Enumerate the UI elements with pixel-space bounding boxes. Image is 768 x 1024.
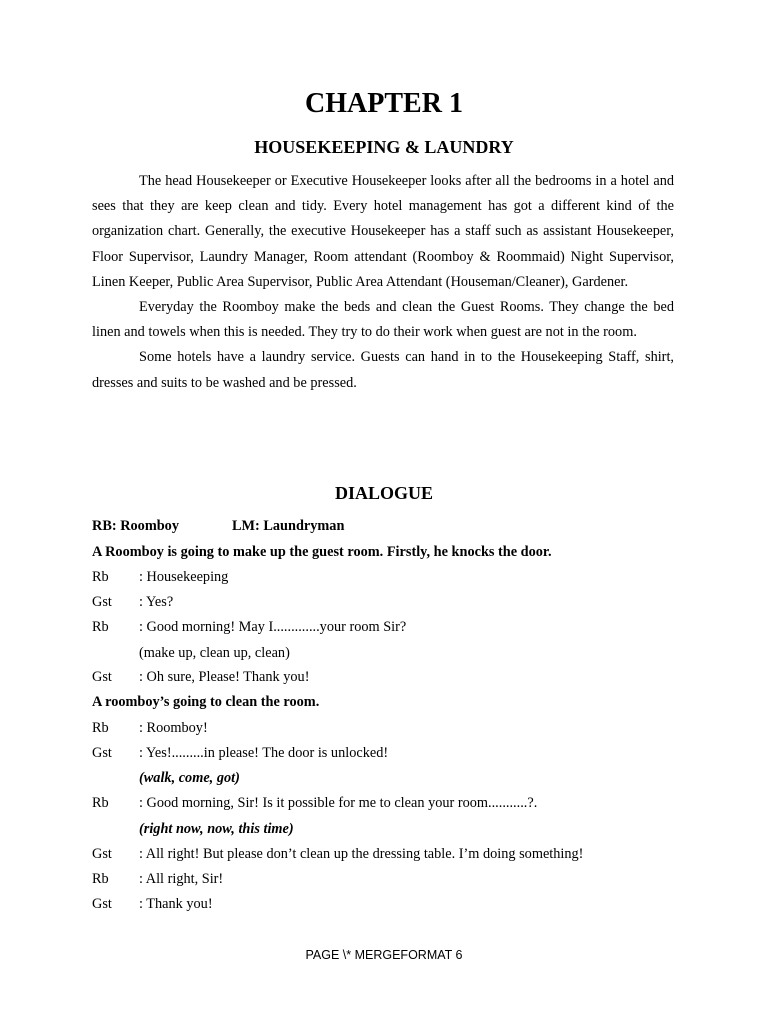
- dialogue-line: [92, 665, 692, 690]
- speaker-label: Rb: [92, 720, 109, 736]
- dialogue-text: : Good morning! May I.............your room Sir?: [139, 619, 407, 635]
- speaker-label: Rb: [92, 871, 109, 887]
- speaker-label: Rb: [92, 795, 109, 811]
- page-footer: PAGE \* MERGEFORMAT 6: [305, 948, 463, 962]
- dialogue-line: [92, 741, 692, 766]
- dialogue-text: : Roomboy!: [139, 720, 208, 736]
- dialogue-heading: DIALOGUE: [334, 483, 433, 503]
- dialogue-text: : Yes!.........in please! The door is unlocked!: [139, 745, 389, 761]
- legend-laundryman: LM: Laundryman: [232, 518, 345, 534]
- answer-options: (walk, come, got): [139, 770, 240, 786]
- dialogue-line: [92, 716, 692, 741]
- dialogue-line: [92, 641, 692, 666]
- paragraph: Some hotels have a laundry service. Guests can hand in to the Housekeeping Staff, shirt, dresses and suits to be washed and be pressed.: [92, 349, 674, 391]
- paragraph: The head Housekeeper or Executive Housekeeper looks after all the bedrooms in a hotel and sees that they are keep clean and tidy. Every hotel management has got a different kind of the organization chart. Generally, the executive Housekeeper has a staff such as assistant Housekeeper, Floor Supervisor, Laundry Manager, Room attendant (Roomboy & Roommaid) Night Supervisor, Linen Keeper, Public Area Supervisor, Public Area Attendant (Houseman/Cleaner), Gardener.: [92, 173, 674, 290]
- dialogue-line: [92, 791, 692, 816]
- dialogue-line: [92, 615, 692, 640]
- paragraph: Everyday the Roomboy make the beds and clean the Guest Rooms. They change the bed linen and towels when this is needed. They try to do their work when guest are not in the room.: [92, 299, 674, 341]
- dialogue-text: : Oh sure, Please! Thank you!: [139, 669, 310, 685]
- chapter-heading: CHAPTER 1: [305, 88, 463, 119]
- answer-options: (right now, now, this time): [139, 821, 294, 837]
- scene-direction: A Roomboy is going to make up the guest room. Firstly, he knocks the door.: [92, 544, 552, 560]
- speaker-legend: [92, 514, 692, 539]
- dialogue-line: [92, 867, 692, 892]
- dialogue-text: : Yes?: [139, 594, 174, 610]
- speaker-label: Gst: [92, 896, 112, 912]
- chapter-subtitle: HOUSEKEEPING & LAUNDRY: [254, 137, 514, 157]
- dialogue-text: : Housekeeping: [139, 569, 229, 585]
- dialogue-text: : All right, Sir!: [139, 871, 224, 887]
- scene-direction: A roomboy’s going to clean the room.: [92, 694, 320, 710]
- dialogue-text: : Thank you!: [139, 896, 213, 912]
- speaker-label: Rb: [92, 569, 109, 585]
- dialogue-line: [92, 817, 692, 842]
- dialogue-line: [92, 590, 692, 615]
- dialogue-line: [92, 766, 692, 791]
- answer-options: (make up, clean up, clean): [139, 645, 290, 661]
- speaker-label: Rb: [92, 619, 109, 635]
- dialogue-line: [92, 842, 692, 867]
- speaker-label: Gst: [92, 669, 112, 685]
- dialogue-line: [92, 565, 692, 590]
- speaker-label: Gst: [92, 594, 112, 610]
- speaker-label: Gst: [92, 745, 112, 761]
- dialogue-text: : All right! But please don’t clean up the dressing table. I’m doing something!: [139, 846, 584, 862]
- speaker-label: Gst: [92, 846, 112, 862]
- dialogue-text: : Good morning, Sir! Is it possible for me to clean your room...........?.: [139, 795, 538, 811]
- legend-roomboy: RB: Roomboy: [92, 518, 179, 534]
- dialogue-line: [92, 892, 692, 917]
- body-text: [92, 169, 674, 396]
